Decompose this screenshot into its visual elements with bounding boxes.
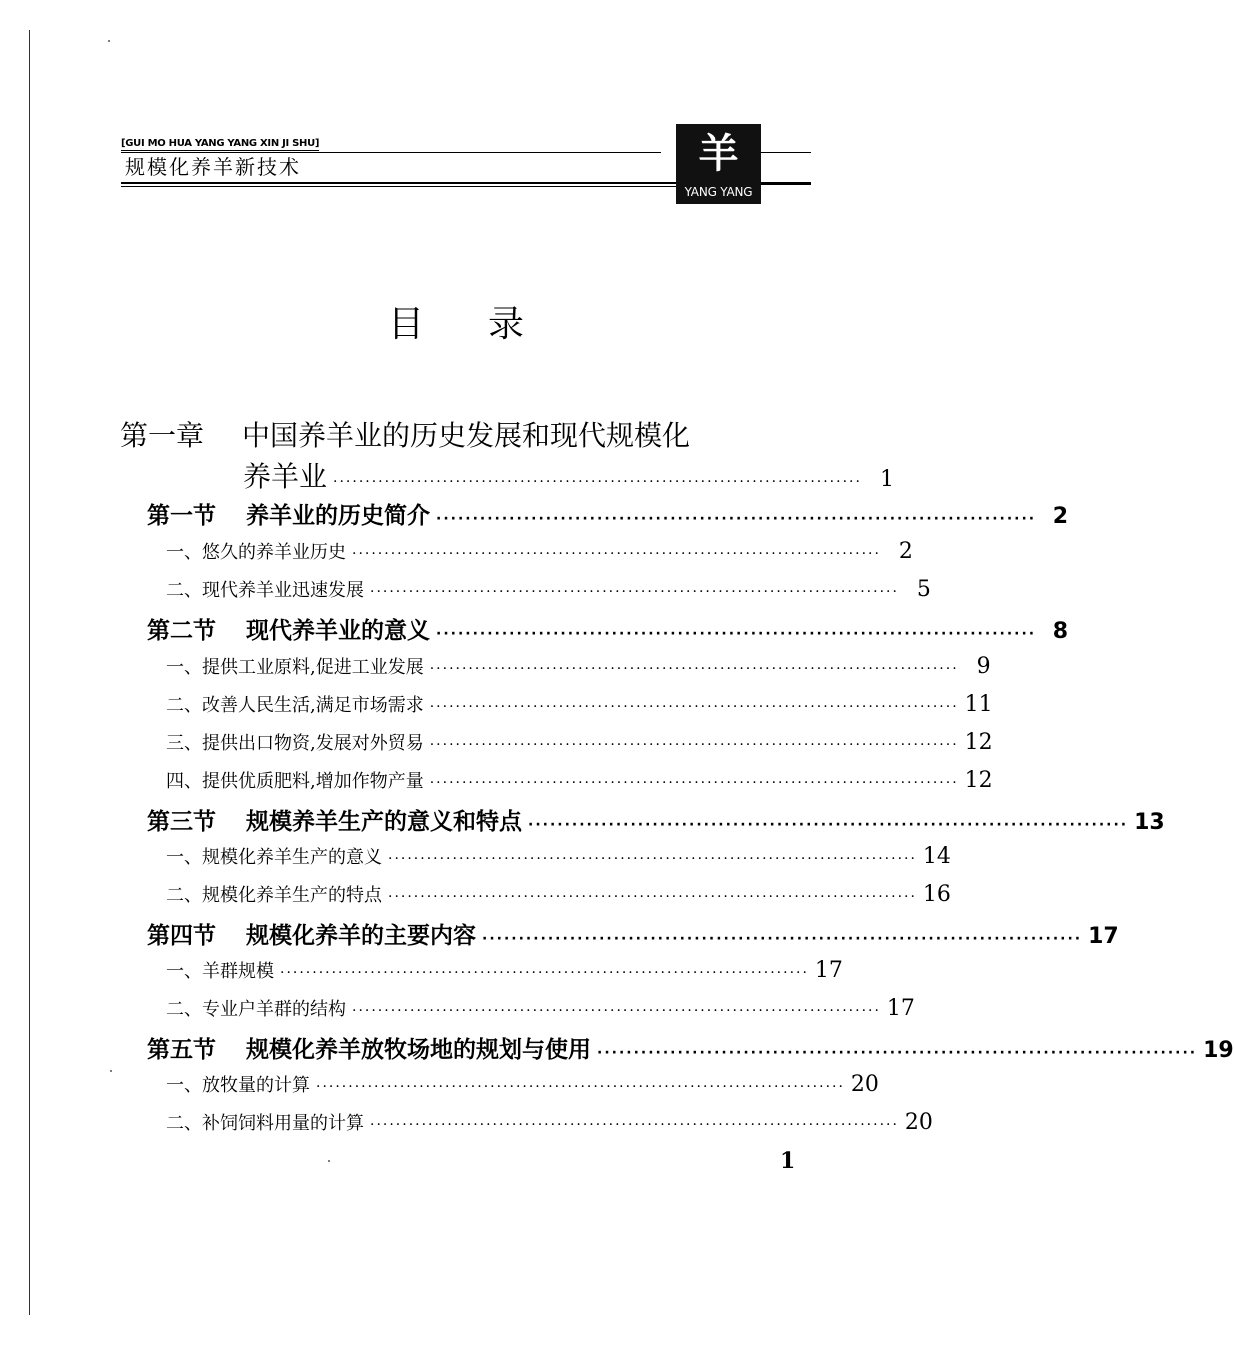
folio-page-number: 1: [780, 1148, 796, 1174]
section-title: 规模养羊生产的意义和特点: [246, 809, 522, 835]
leader-dots: ··················································································: [280, 965, 809, 981]
section-title: 规模化养羊放牧场地的规划与使用: [246, 1037, 591, 1063]
item-label: 三、提供出口物资,发展对外贸易: [166, 733, 424, 754]
page-number: 2: [1052, 504, 1069, 529]
scan-speck: [328, 1160, 330, 1162]
toc-entry-item: [166, 653, 991, 679]
section-number: 第二节: [147, 618, 216, 644]
leader-dots: ··················································································: [352, 1003, 881, 1019]
page-number: 2: [898, 539, 913, 564]
toc-entry-item: [166, 957, 843, 983]
leader-dots: ··················································································: [316, 1079, 845, 1095]
item-label: 二、补饲饲料用量的计算: [166, 1113, 364, 1134]
header-rule: [761, 182, 811, 185]
chapter-number: 第一章: [120, 419, 205, 452]
leader-dots: ··················································································: [352, 546, 881, 562]
toc-entry-item: [166, 729, 993, 755]
series-title: 规模化养羊新技术: [125, 155, 301, 179]
leader-dots: ··················································································: [597, 1045, 1198, 1061]
toc-entry-chapter: [243, 455, 894, 495]
scan-speck: [110, 1070, 112, 1072]
header-rule: [121, 152, 661, 153]
sheep-badge: [676, 124, 761, 204]
chapter-title: 中国养羊业的历史发展和现代规模化: [242, 419, 691, 452]
toc-entry-section: [147, 917, 1119, 950]
page-number: 19: [1203, 1038, 1234, 1063]
page-number: 17: [814, 958, 843, 983]
toc-entry-item: [166, 1109, 933, 1135]
page-number: 13: [1134, 810, 1165, 835]
toc-entry-item: [166, 767, 993, 793]
leader-dots: ··················································································: [370, 1117, 899, 1133]
leader-dots: ··················································································: [429, 737, 959, 753]
leader-dots: ··················································································: [436, 511, 1037, 527]
badge-char: 羊: [698, 131, 739, 177]
badge-label: YANG YANG: [684, 185, 753, 199]
page-number: 1: [879, 467, 894, 492]
item-label: 二、专业户羊群的结构: [166, 999, 346, 1020]
page-number: 20: [850, 1072, 879, 1097]
item-label: 四、提供优质肥料,增加作物产量: [166, 771, 424, 792]
section-number: 第一节: [147, 503, 216, 529]
page-number: 12: [964, 768, 993, 793]
chapter-heading: [120, 414, 810, 454]
scan-speck: [108, 40, 110, 42]
page-number: 17: [1088, 924, 1119, 949]
item-label: 一、提供工业原料,促进工业发展: [166, 657, 424, 678]
toc-entry-section: [147, 612, 1069, 645]
toc-entry-item: [166, 881, 951, 907]
toc-entry-item: [166, 576, 931, 602]
page-number: 16: [922, 882, 951, 907]
leader-dots: ··················································································: [370, 584, 899, 600]
leader-dots: ··················································································: [388, 851, 917, 867]
section-title: 规模化养羊的主要内容: [246, 923, 476, 949]
leader-dots: ··················································································: [429, 661, 959, 677]
header-rule: [121, 186, 676, 187]
toc-entry-item: [166, 843, 951, 869]
toc-entry-section: [147, 1031, 1234, 1064]
toc-entry-section: [147, 803, 1165, 836]
item-label: 二、规模化养羊生产的特点: [166, 885, 382, 906]
header-rule: [121, 182, 676, 184]
toc-entry-item: [166, 691, 993, 717]
toc-entry-item: [166, 538, 913, 564]
page-number: 12: [964, 730, 993, 755]
leader-dots: ··················································································: [528, 817, 1129, 833]
leader-dots: ··················································································: [436, 626, 1037, 642]
chapter-title-cont: 养羊业: [243, 460, 328, 493]
section-number: 第三节: [147, 809, 216, 835]
page-number: 17: [886, 996, 915, 1021]
leader-dots: ··················································································: [333, 474, 862, 490]
leader-dots: ··················································································: [429, 699, 959, 715]
item-label: 一、悠久的养羊业历史: [166, 542, 346, 563]
page-number: 14: [922, 844, 951, 869]
item-label: 一、规模化养羊生产的意义: [166, 847, 382, 868]
section-title: 养羊业的历史简介: [246, 503, 430, 529]
item-label: 一、放牧量的计算: [166, 1075, 310, 1096]
section-number: 第四节: [147, 923, 216, 949]
page-number: 11: [964, 692, 993, 717]
series-pinyin: [GUI MO HUA YANG YANG XIN JI SHU]: [121, 138, 320, 149]
page-number: 8: [1052, 619, 1069, 644]
leader-dots: ··················································································: [388, 889, 917, 905]
header-rule: [761, 152, 811, 153]
section-title: 现代养羊业的意义: [246, 618, 430, 644]
leader-dots: ··················································································: [429, 775, 959, 791]
toc-entry-section: [147, 497, 1069, 530]
page-number: 5: [916, 577, 931, 602]
toc-entry-item: [166, 995, 915, 1021]
margin-rule: [29, 30, 30, 1315]
item-label: 二、改善人民生活,满足市场需求: [166, 695, 424, 716]
item-label: 二、现代养羊业迅速发展: [166, 580, 364, 601]
page-number: 9: [976, 654, 991, 679]
page-number: 20: [904, 1110, 933, 1135]
leader-dots: ··················································································: [482, 931, 1083, 947]
running-header: [121, 118, 811, 208]
section-number: 第五节: [147, 1037, 216, 1063]
page-title: 目录: [388, 304, 589, 345]
toc-entry-item: [166, 1071, 879, 1097]
item-label: 一、羊群规模: [166, 961, 274, 982]
